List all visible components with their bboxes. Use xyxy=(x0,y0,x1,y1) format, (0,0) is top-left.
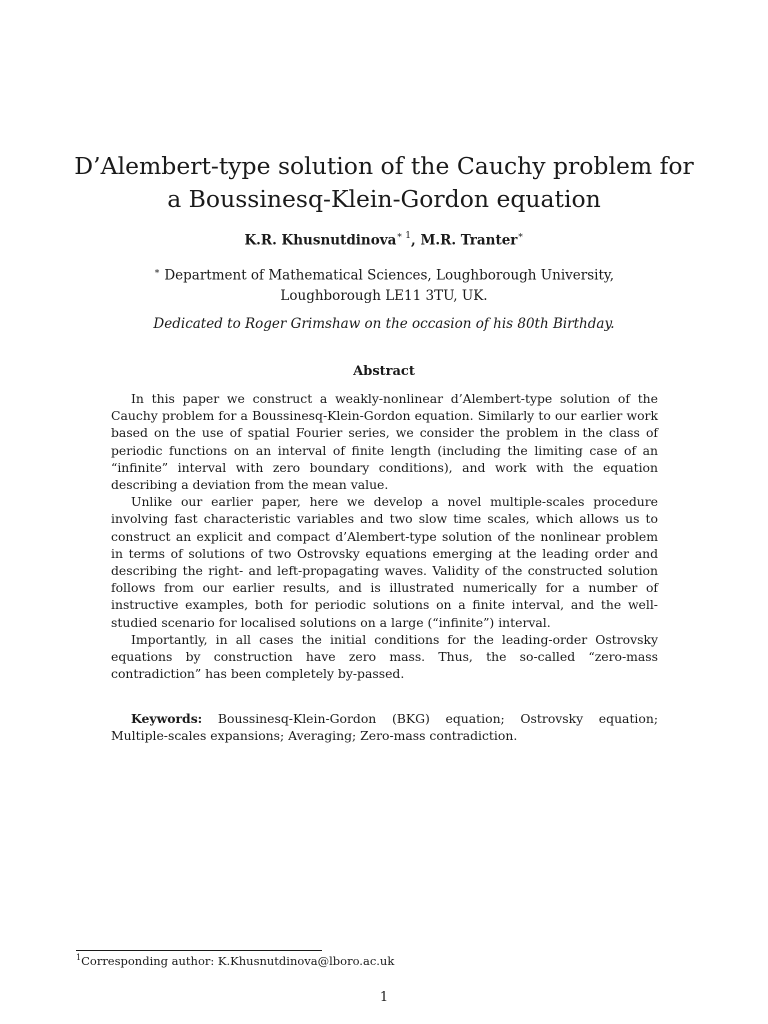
author-list xyxy=(60,232,708,249)
author-1: K.R. Khusnutdinova xyxy=(244,232,397,249)
abstract-paragraph-2: Unlike our earlier paper, here we develop a novel multiple-scales procedure involving fast characteristic variables and two slow time scales, which allows us to construct an explicit and compact d’Alembert-type solution of the nonlinear problem in terms of solutions of two Ostrovsky equations emerging at the leading order and describing the right- and left-propagating waves. Validity of the constructed solution follows from our earlier results, and is illustrated numerically for a number of instructive examples, both for periodic solutions on a finite interval, and the well-studied scenario for localised solutions on a large (“infinite”) interval. xyxy=(111,494,658,630)
affiliation-line-2: Loughborough LE11 3TU, UK. xyxy=(280,287,488,304)
affiliation xyxy=(60,262,708,306)
keywords-text: Boussinesq-Klein-Gordon (BKG) equation; Ostrovsky equation; Multiple-scales expansions; Averaging; Zero-mass contradiction. xyxy=(111,711,658,744)
author-2: M.R. Tranter xyxy=(420,232,518,249)
keywords xyxy=(111,710,658,744)
author-1-marks: ∗ 1 xyxy=(396,231,412,241)
author-2-marks: ∗ xyxy=(517,231,524,241)
dedication: Dedicated to Roger Grimshaw on the occasion of his 80th Birthday. xyxy=(153,316,615,332)
abstract-paragraph-1: In this paper we construct a weakly-nonlinear d’Alembert-type solution of the Cauchy problem for a Boussinesq-Klein-Gordon equation. Similarly to our earlier work based on the use of spatial Fourier series, we consider the problem in the class of periodic functions on an interval of finite length (including the limiting case of an “infinite” interval with zero boundary conditions), and work with the equation describing a deviation from the mean value. xyxy=(111,391,658,493)
footnote xyxy=(76,953,394,968)
abstract-paragraph-3: Importantly, in all cases the initial conditions for the leading-order Ostrovsky equations by construction have zero mass. Thus, the so-called “zero-mass contradiction” has been completely by-passed. xyxy=(111,631,658,682)
abstract-heading: Abstract xyxy=(353,364,415,379)
footnote-mark: 1 xyxy=(76,953,82,962)
title-line-1: D’Alembert-type solution of the Cauchy problem for xyxy=(74,152,694,180)
abstract-body xyxy=(111,390,658,682)
footnote-text: Corresponding author: K.Khusnutdinova@lboro.ac.uk xyxy=(81,953,395,968)
footnote-rule xyxy=(76,950,322,951)
author-separator: , xyxy=(411,232,421,249)
page-number: 1 xyxy=(379,990,389,1005)
title-line-2: a Boussinesq-Klein-Gordon equation xyxy=(167,185,601,213)
affiliation-line-1: Department of Mathematical Sciences, Loughborough University, xyxy=(160,267,615,284)
paper-title xyxy=(60,150,708,216)
affiliation-mark: ∗ xyxy=(153,267,161,277)
keywords-label: Keywords: xyxy=(131,711,203,726)
